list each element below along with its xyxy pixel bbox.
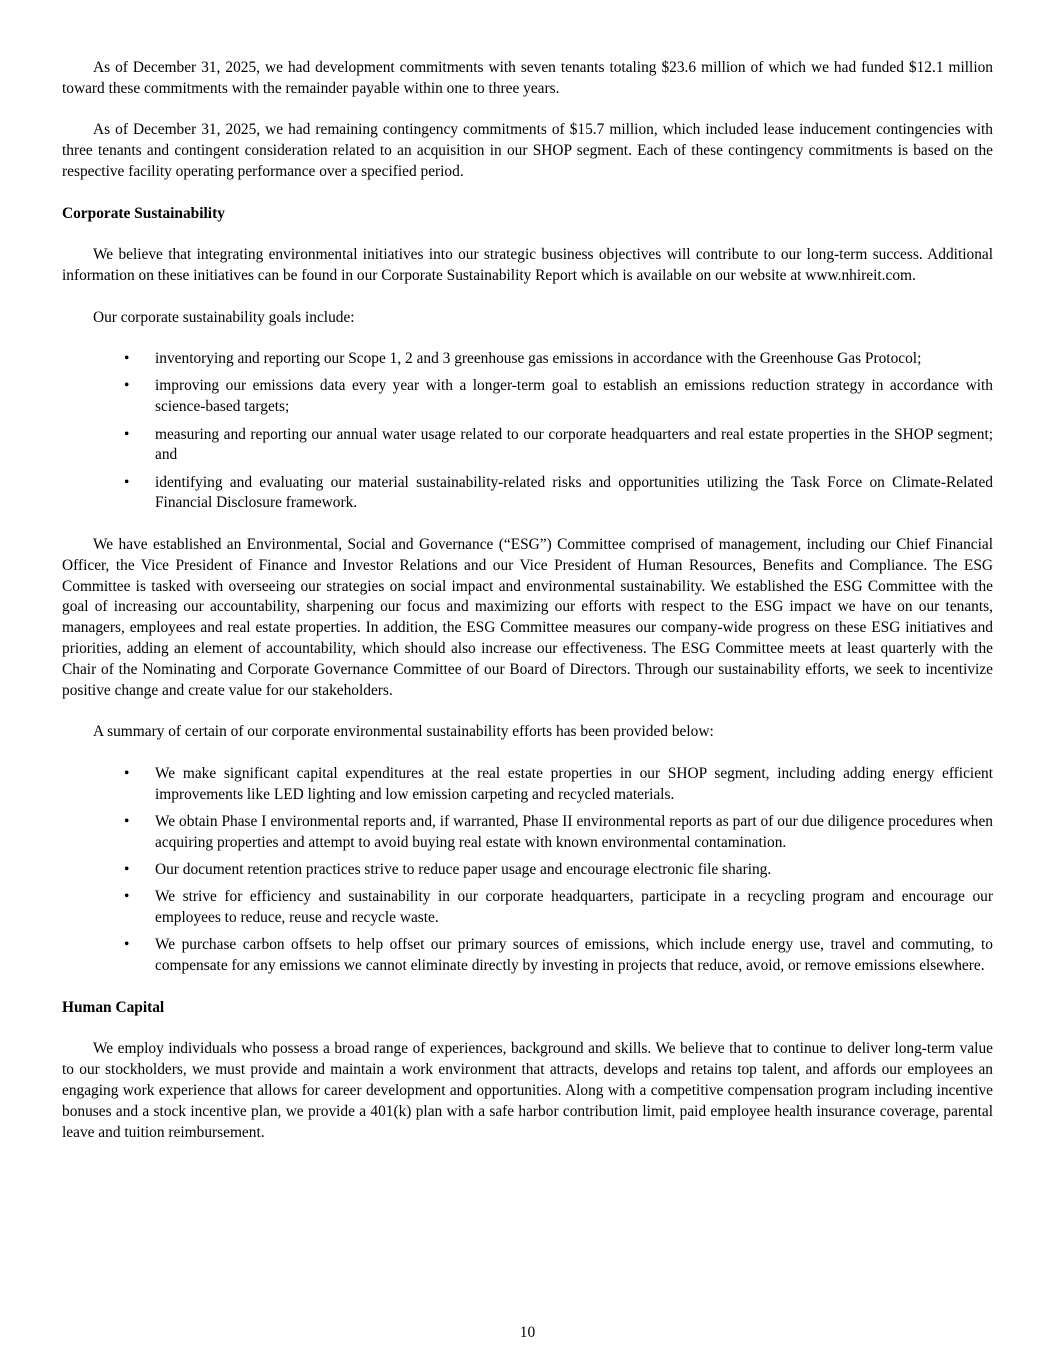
list-item: [62, 473, 993, 515]
paragraph-sustainability-intro: We believe that integrating environmental initiatives into our strategic business objectives will contribute to our long-term success. Additional information on these initiatives can be found in our Corporate Sustainability Report which is available on our website at www.nhireit.com.: [62, 246, 993, 284]
list-item-text: We make significant capital expenditures at the real estate properties in our SHOP segment, including adding energy efficient improvements like LED lighting and low emission carpeting and recycled materials.: [155, 764, 993, 803]
bullet-icon: •: [124, 936, 130, 954]
list-item-text: identifying and evaluating our material sustainability-related risks and opportunities utilizing the Task Force on Climate-Related Financial Disclosure framework.: [155, 473, 993, 512]
sustainability-goals-list: [62, 349, 993, 514]
list-item-text: We purchase carbon offsets to help offset our primary sources of emissions, which include energy use, travel and commuting, to compensate for any emissions we cannot eliminate directly by investing in projects that reduce, avoid, or remove emissions elsewhere.: [155, 936, 993, 975]
paragraph-contingency-commitments: As of December 31, 2025, we had remaining contingency commitments of $15.7 million, which included lease inducement contingencies with three tenants and contingent consideration related to an acquisition in our SHOP segment. Each of these contingency commitments is based on the respective facility operating performance over a specified period.: [62, 121, 993, 180]
page-number: 10: [519, 1324, 536, 1341]
list-item: [62, 860, 993, 881]
paragraph-efforts-intro: A summary of certain of our corporate environmental sustainability efforts has been provided below:: [93, 723, 714, 741]
paragraph-development-commitments: As of December 31, 2025, we had development commitments with seven tenants totaling $23.6 million of which we had funded $12.1 million toward these commitments with the remainder payable within one to three years.: [62, 59, 993, 97]
document-page: [62, 58, 993, 1164]
bullet-icon: •: [124, 888, 130, 906]
list-item-text: We obtain Phase I environmental reports and, if warranted, Phase II environmental reports as part of our due diligence procedures when acquiring properties and attempt to avoid buying real estate with known environmental contamination.: [155, 812, 993, 851]
bullet-icon: •: [124, 860, 130, 878]
list-item: [62, 425, 993, 467]
list-item-text: inventorying and reporting our Scope 1, 2 and 3 greenhouse gas emissions in accordance with the Greenhouse Gas Protocol;: [155, 350, 922, 368]
paragraph-esg-committee: We have established an Environmental, Social and Governance (“ESG”) Committee comprised of management, including our Chief Financial Officer, the Vice President of Finance and Investor Relations and our Vice President of Human Resources, Benefits and Compliance. The ESG Committee is tasked with overseeing our strategies on social impact and environmental sustainability. We established the ESG Committee with the goal of increasing our accountability, sharpening our focus and maximizing our efforts with respect to the ESG impact we have on our tenants, managers, employees and real estate properties. In addition, the ESG Committee measures our company-wide progress on these ESG initiatives and priorities, adding an element of accountability, which should also increase our effectiveness. The ESG Committee meets at least quarterly with the Chair of the Nominating and Corporate Governance Committee of our Board of Directors. Through our sustainability efforts, we seek to incentivize positive change and create value for our stakeholders.: [62, 536, 993, 699]
list-item: [62, 349, 993, 370]
list-item: [62, 935, 993, 977]
heading-corporate-sustainability: Corporate Sustainability: [62, 204, 225, 222]
bullet-icon: •: [124, 377, 130, 395]
list-item: [62, 376, 993, 418]
sustainability-efforts-list: [62, 764, 993, 977]
paragraph-goals-intro: Our corporate sustainability goals include:: [93, 308, 355, 326]
bullet-icon: •: [124, 812, 130, 830]
list-item: [62, 812, 993, 854]
bullet-icon: •: [124, 764, 130, 782]
bullet-icon: •: [124, 350, 130, 368]
bullet-icon: •: [124, 425, 130, 443]
list-item-text: measuring and reporting our annual water usage related to our corporate headquarters and real estate properties in the SHOP segment; and: [155, 425, 993, 464]
list-item-text: improving our emissions data every year with a longer-term goal to establish an emissions reduction strategy in accordance with science-based targets;: [155, 377, 993, 416]
list-item-text: We strive for efficiency and sustainability in our corporate headquarters, participate in a recycling program and encourage our employees to reduce, reuse and recycle waste.: [155, 888, 993, 927]
list-item: [62, 764, 993, 806]
bullet-icon: •: [124, 473, 130, 491]
list-item-text: Our document retention practices strive to reduce paper usage and encourage electronic file sharing.: [155, 860, 772, 878]
heading-human-capital: Human Capital: [62, 998, 165, 1016]
list-item: [62, 887, 993, 929]
paragraph-human-capital: We employ individuals who possess a broad range of experiences, background and skills. We believe that to continue to deliver long-term value to our stockholders, we must provide and maintain a work environment that attracts, develops and retains top talent, and affords our employees an engaging work experience that allows for career development and opportunities. Along with a competitive compensation program including incentive bonuses and a stock incentive plan, we provide a 401(k) plan with a safe harbor contribution limit, paid employee health insurance coverage, parental leave and tuition reimbursement.: [62, 1040, 993, 1141]
